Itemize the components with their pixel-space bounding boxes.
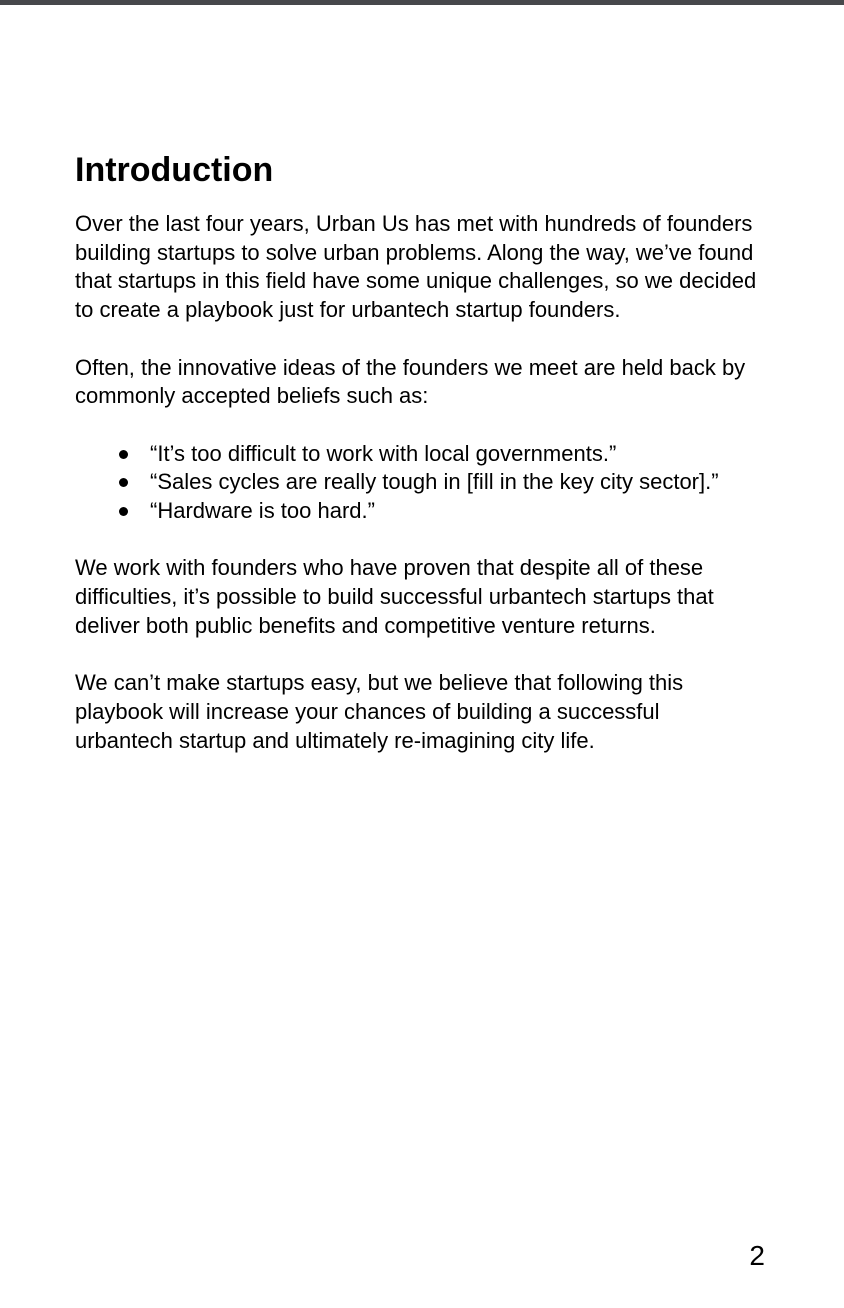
list-item-sales-cycles (75, 468, 760, 497)
beliefs-list (75, 440, 760, 526)
bullet-icon (119, 507, 128, 516)
list-item-hardware (75, 497, 760, 526)
bullet-icon (119, 478, 128, 487)
document-page (0, 5, 844, 1308)
paragraph-proven-founders: We work with founders who have proven that despite all of these difficulties, it’s possible to build successful urbantech startups that deliver both public benefits and competitive venture returns. (75, 555, 714, 638)
bullet-icon (119, 450, 128, 459)
list-item-text: “Hardware is too hard.” (150, 498, 375, 523)
section-heading: Introduction (75, 151, 274, 189)
paragraph-beliefs-lead-in: Often, the innovative ideas of the founders we meet are held back by commonly accepted beliefs such as: (75, 354, 746, 409)
list-item-text: “Sales cycles are really tough in [fill in the key city sector].” (150, 469, 719, 495)
paragraph-closing: We can’t make startups easy, but we believe that following this playbook will increase your chances of building a successful urbantech startup and ultimately re-imagining city life. (75, 670, 684, 753)
page-number: 2 (749, 1240, 765, 1271)
list-item-governments (75, 440, 760, 469)
paragraph-intro: Over the last four years, Urban Us has met with hundreds of founders building startups to solve urban problems. Along the way, we’ve found that startups in this field have some unique challenges, so we decided to create a playbook just for urbantech startup founders. (75, 211, 757, 323)
list-item-text: “It’s too difficult to work with local governments.” (150, 440, 617, 466)
